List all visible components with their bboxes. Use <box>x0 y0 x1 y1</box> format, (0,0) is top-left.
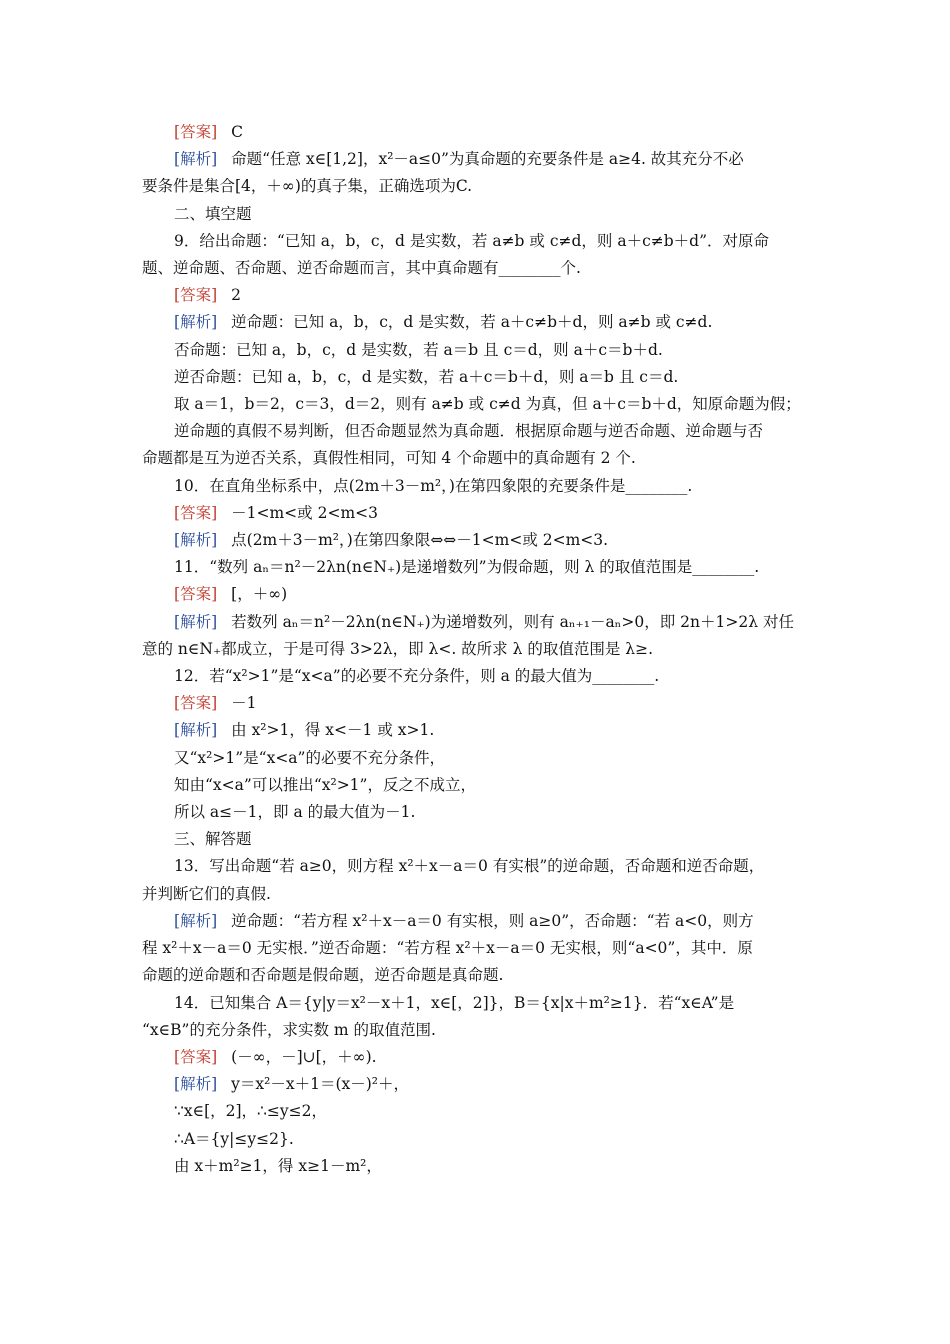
answer-line <box>142 119 812 146</box>
line-text: 命题都是互为逆否关系，真假性相同，可知 4 个命题中的真命题有 2 个. <box>142 449 636 468</box>
answer-label: [ 答案 ] <box>174 1048 217 1066</box>
text-line <box>142 173 812 200</box>
line-text: 又“x²>1”是“x<a”的必要不充分条件， <box>174 748 445 767</box>
analysis-label: [ 解析 ] <box>174 721 217 739</box>
text-line <box>142 636 812 663</box>
text-line <box>142 391 812 418</box>
line-text: 若数列 aₙ＝n²－2λn(n∈N₊)为递增数列，则有 aₙ₊₁－aₙ>0，即 2n＋1>2λ 对任 <box>231 612 794 631</box>
line-text: 意的 n∈N₊都成立，于是可得 3>2λ，即 λ<. 故所求 λ 的取值范围是 λ≥. <box>142 639 654 658</box>
analysis-label: [ 解析 ] <box>174 313 217 331</box>
line-text: 命题的逆命题和否命题是假命题，逆否命题是真命题. <box>142 966 504 985</box>
line-text: 由 x²>1，得 x<－1 或 x>1. <box>231 721 435 740</box>
answer-label: [ 答案 ] <box>174 504 217 522</box>
text-line <box>142 473 812 500</box>
line-text: y＝x²－x＋1＝(x－)²＋， <box>231 1075 410 1094</box>
line-text: 命题“任意 x∈[1,2]，x²－a≤0”为真命题的充要条件是 a≥4. 故其充分不必 <box>231 150 744 169</box>
answer-line <box>142 581 812 608</box>
line-text: －1<m<或 2<m<3 <box>231 503 378 522</box>
line-text: －1 <box>231 694 257 713</box>
analysis-line <box>142 309 812 336</box>
answer-label: [ 答案 ] <box>174 585 217 603</box>
line-text: 2 <box>231 286 242 305</box>
text-line <box>142 826 812 853</box>
text-line <box>142 418 812 445</box>
text-line <box>142 799 812 826</box>
text-line <box>142 554 812 581</box>
line-text: 二、填空题 <box>174 204 252 223</box>
text-line <box>142 990 812 1017</box>
text-line <box>142 1017 812 1044</box>
line-text: 12．若“x²>1”是“x<a”的必要不充分条件，则 a 的最大值为________. <box>174 667 660 686</box>
text-line <box>142 663 812 690</box>
analysis-label: [ 解析 ] <box>174 150 217 168</box>
answer-line <box>142 282 812 309</box>
text-line <box>142 201 812 228</box>
line-text: 9．给出命题：“已知 a，b，c，d 是实数，若 a≠b 或 c≠d，则 a＋c≠b＋d”．对原命 <box>174 231 770 250</box>
line-text: 取 a＝1，b＝2，c＝3，d＝2，则有 a≠b 或 c≠d 为真，但 a＋c＝b＋d，知原命题为假； <box>174 395 801 414</box>
text-line <box>142 445 812 472</box>
document-body <box>142 119 812 1180</box>
text-line <box>142 772 812 799</box>
analysis-label: [ 解析 ] <box>174 1075 217 1093</box>
answer-label: [ 答案 ] <box>174 694 217 712</box>
line-text: [，＋∞) <box>231 585 288 604</box>
line-text: 逆否命题：已知 a，b，c，d 是实数，若 a＋c＝b＋d，则 a＝b 且 c＝d. <box>174 367 679 386</box>
line-text: ∴A＝{y|≤y≤2}. <box>174 1129 294 1148</box>
line-text: C <box>231 123 244 141</box>
line-text: 并判断它们的真假. <box>142 884 271 903</box>
line-text: 13．写出命题“若 a≥0，则方程 x²＋x－a＝0 有实根”的逆命题，否命题和逆否命题， <box>174 857 765 876</box>
text-line <box>142 228 812 255</box>
text-line <box>142 1098 812 1125</box>
analysis-line <box>142 908 812 935</box>
analysis-label: [ 解析 ] <box>174 531 217 549</box>
answer-line <box>142 690 812 717</box>
line-text: 所以 a≤－1，即 a 的最大值为－1. <box>174 803 416 822</box>
analysis-label: [ 解析 ] <box>174 912 217 930</box>
analysis-line <box>142 527 812 554</box>
analysis-line <box>142 1071 812 1098</box>
line-text: 逆命题：“若方程 x²＋x－a＝0 有实根，则 a≥0”，否命题：“若 a<0，则方 <box>231 911 754 930</box>
text-line <box>142 1126 812 1153</box>
text-line <box>142 853 812 880</box>
text-line <box>142 337 812 364</box>
analysis-line <box>142 717 812 744</box>
line-text: 由 x＋m²≥1，得 x≥1－m²， <box>174 1156 382 1175</box>
analysis-label: [ 解析 ] <box>174 613 217 631</box>
line-text: 11．“数列 aₙ＝n²－2λn(n∈N₊)是递增数列”为假命题，则 λ 的取值范围是________. <box>174 558 760 577</box>
line-text: 逆命题：已知 a，b，c，d 是实数，若 a＋c≠b＋d，则 a≠b 或 c≠d. <box>231 313 713 332</box>
line-text: 题、逆命题、否命题、逆否命题而言，其中真命题有________个. <box>142 259 581 278</box>
line-text: 14．已知集合 A＝{y|y＝x²－x＋1，x∈[，2]}，B＝{x|x＋m²≥1}．若“x∈A”是 <box>174 993 735 1012</box>
analysis-line <box>142 146 812 173</box>
answer-line <box>142 500 812 527</box>
line-text: 10．在直角坐标系中，点(2m＋3－m²，)在第四象限的充要条件是________. <box>174 476 693 495</box>
answer-line <box>142 1044 812 1071</box>
text-line <box>142 745 812 772</box>
line-text: “x∈B”的充分条件，求实数 m 的取值范围. <box>142 1020 436 1039</box>
line-text: 三、解答题 <box>174 830 252 849</box>
line-text: (－∞，－]∪[，＋∞). <box>231 1047 377 1066</box>
text-line <box>142 935 812 962</box>
text-line <box>142 364 812 391</box>
line-text: 否命题：已知 a，b，c，d 是实数，若 a＝b 且 c＝d，则 a＋c＝b＋d. <box>174 340 663 359</box>
text-line <box>142 962 812 989</box>
analysis-line <box>142 609 812 636</box>
answer-label: [ 答案 ] <box>174 123 217 141</box>
answer-label: [ 答案 ] <box>174 286 217 304</box>
line-text: 逆命题的真假不易判断，但否命题显然为真命题．根据原命题与逆否命题、逆命题与否 <box>174 422 764 441</box>
text-line <box>142 1153 812 1180</box>
line-text: 要条件是集合[4，＋∞)的真子集，正确选项为C. <box>142 177 473 196</box>
text-line <box>142 881 812 908</box>
line-text: ∵x∈[，2]，∴≤y≤2， <box>174 1102 327 1121</box>
line-text: 程 x²＋x－a＝0 无实根．”逆否命题：“若方程 x²＋x－a＝0 无实根，则“a<0”，其中．原 <box>142 939 753 958</box>
text-line <box>142 255 812 282</box>
line-text: 点(2m＋3－m²，)在第四象限⇔⇔－1<m<或 2<m<3. <box>231 531 609 550</box>
line-text: 知由“x<a”可以推出“x²>1”，反之不成立， <box>174 775 476 794</box>
